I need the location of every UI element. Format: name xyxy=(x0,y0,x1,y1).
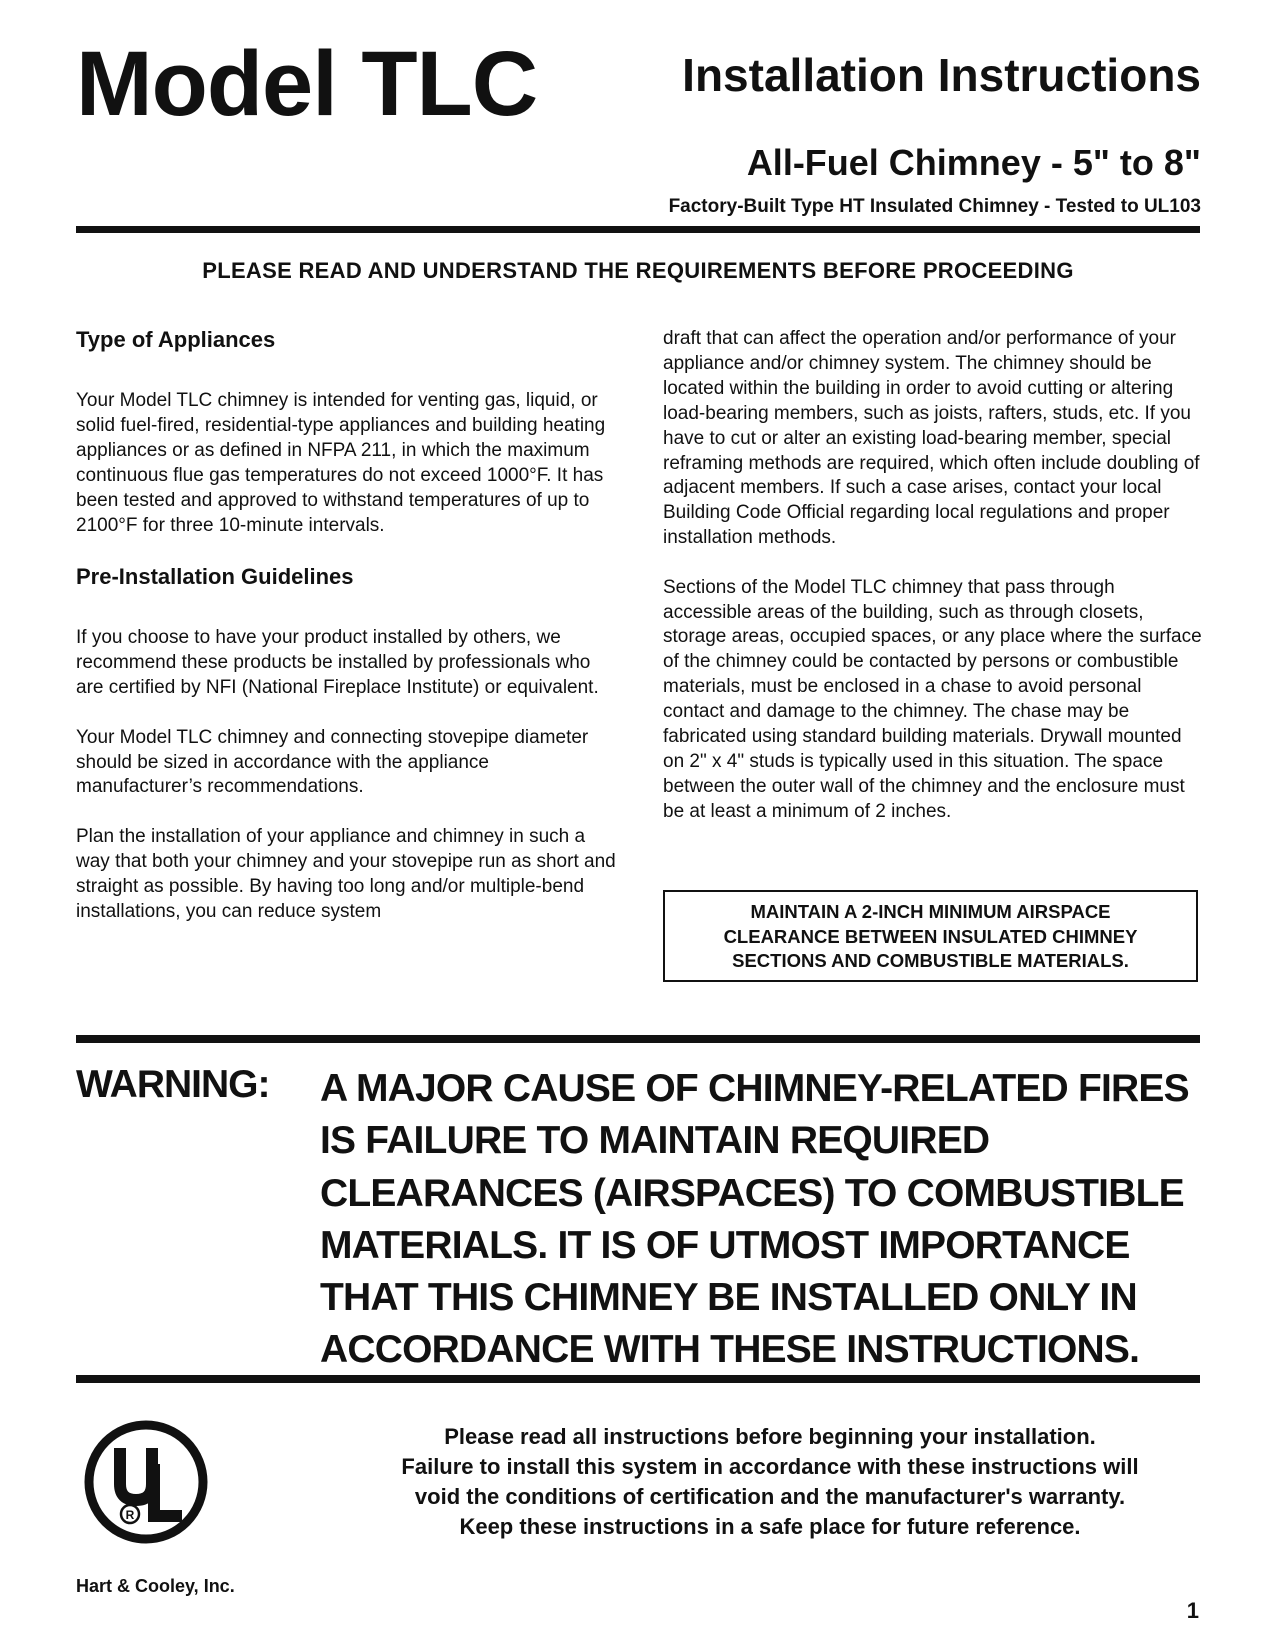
left-column xyxy=(76,327,616,949)
warning-top-divider xyxy=(76,1035,1200,1043)
header-divider xyxy=(76,226,1200,233)
document-title: Installation Instructions xyxy=(682,49,1201,101)
right-column xyxy=(663,327,1203,849)
warning-label: WARNING: xyxy=(76,1063,270,1106)
callout-line-3: SECTIONS AND COMBUSTIBLE MATERIALS. xyxy=(732,950,1129,971)
type-of-appliances-heading: Type of Appliances xyxy=(76,327,276,352)
footer-line-4: Keep these instructions in a safe place for future reference. xyxy=(459,1514,1081,1539)
pre-installation-heading: Pre-Installation Guidelines xyxy=(76,564,354,590)
chase-paragraph: Sections of the Model TLC chimney that pass through accessible areas of the building, such as through closets, storage areas, occupied spaces, or any place where the surface of the chimney could be contacted by persons or combustible materials, must be enclosed in a chase to avoid personal contact and damage to the chimney. The chase may be fabricated using standard building materials. Drywall mounted on 2" x 4" studs is typically used in this situation. The space between the outer wall of the chimney and the enclosure must be at least a minimum of 2 inches. xyxy=(663,576,1202,822)
company-name: Hart & Cooley, Inc. xyxy=(76,1576,235,1596)
type-of-appliances-paragraph: Your Model TLC chimney is intended for venting gas, liquid, or solid fuel-fired, residential-type appliances and building heating appliances or as defined in NFPA 211, in which the maximum continuous flue gas temperatures do not exceed 1000°F. It has been tested and approved to withstand temperatures of up to 2100°F for three 10-minute intervals. xyxy=(76,390,606,536)
model-title: Model TLC xyxy=(76,33,538,135)
ul-listed-logo-icon xyxy=(82,1418,210,1546)
read-requirements-banner: PLEASE READ AND UNDERSTAND THE REQUIREMENTS BEFORE PROCEEDING xyxy=(202,258,1074,283)
draft-paragraph: draft that can affect the operation and/or performance of your appliance and/or chimney system. The chimney should be located within the building in order to avoid cutting or altering load-bearing members, such as joists, rafters, studs, etc. If you have to cut or alter an existing load-bearing member, special reframing methods are required, which often include doubling of adjacent members. If such a case arises, contact your local Building Code Official regarding local regulations and proper installation methods. xyxy=(663,328,1200,549)
pre-installation-paragraph-3: Plan the installation of your appliance and chimney in such a way that both your chimney and your stovepipe run as short and straight as possible. By having too long and/or multiple-bend installations, you can reduce system xyxy=(76,825,616,922)
warning-bottom-divider xyxy=(76,1375,1200,1383)
warning-text: A MAJOR CAUSE OF CHIMNEY-RELATED FIRES IS FAILURE TO MAINTAIN REQUIRED CLEARANCES (AIRSPACES) TO COMBUSTIBLE MATERIALS. IT IS OF UTMOST IMPORTANCE THAT THIS CHIMNEY BE INSTALLED ONLY IN ACCORDANCE WITH THESE INSTRUCTIONS. xyxy=(320,1067,1189,1372)
callout-line-1: MAINTAIN A 2-INCH MINIMUM AIRSPACE xyxy=(750,901,1111,922)
page-number: 1 xyxy=(1186,1598,1199,1623)
airspace-callout-box xyxy=(663,890,1198,982)
product-description: Factory-Built Type HT Insulated Chimney - Tested to UL103 xyxy=(668,196,1201,217)
footer-line-3: void the conditions of certification and the manufacturer's warranty. xyxy=(414,1484,1126,1509)
callout-line-2: CLEARANCE BETWEEN INSULATED CHIMNEY xyxy=(723,925,1138,947)
svg-text:R: R xyxy=(125,1508,135,1522)
footer-line-2: Failure to install this system in accordance with these instructions will xyxy=(401,1454,1139,1479)
product-subtitle: All-Fuel Chimney - 5" to 8" xyxy=(746,142,1201,183)
footer-notice xyxy=(330,1422,1210,1542)
pre-installation-paragraph-1: If you choose to have your product installed by others, we recommend these products be installed by professionals who are certified by NFI (National Fireplace Institute) or equivalent. xyxy=(76,627,599,699)
pre-installation-paragraph-2: Your Model TLC chimney and connecting stovepipe diameter should be sized in accordance with the appliance manufacturer’s recommendations. xyxy=(76,726,589,798)
footer-line-1: Please read all instructions before beginning your installation. xyxy=(444,1424,1096,1449)
